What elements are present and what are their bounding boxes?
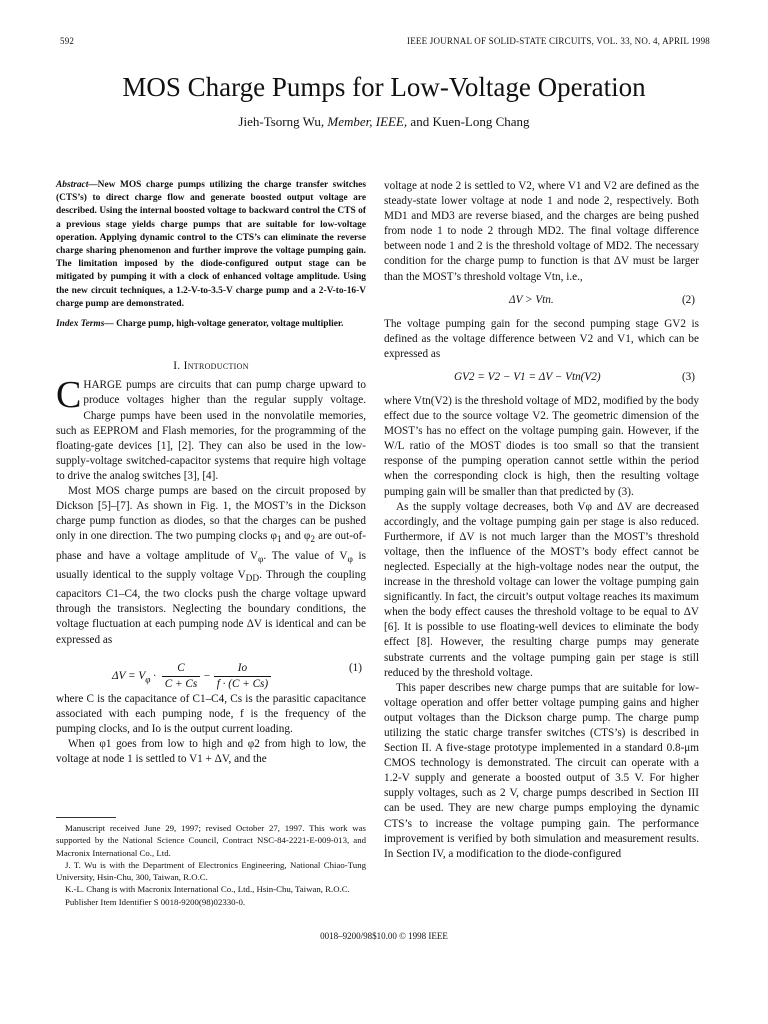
footnote-manuscript: Manuscript received June 29, 1997; revised October 27, 1997. This work was supported by the National Science Council, Contract NSC-84-2221-E-009-013, and Macronix International Co., Ltd. [56,823,366,858]
left-column [56,179,366,767]
journal-name: IEEE JOURNAL OF SOLID-STATE CIRCUITS, VOL. 33, NO. 4, APRIL 1998 [407,36,710,46]
section-title: Introduction [183,360,249,373]
page-number: 592 [60,36,75,46]
intro-paragraph-4: When φ1 goes from low to high and φ2 from high to low, the voltage at node 1 is settled to V1 + ΔV, and the [56,737,366,765]
footnotes [56,822,366,908]
intro-paragraph-1: CHARGE pumps are circuits that can pump charge upward to produce voltages higher than the regular supply voltage. Charge pumps have been used in the nonvolatile memories, such as EEPROM and Flash memories, for the programming of the floating-gate devices [1], [2]. They can also be used in the low-supply-voltage switched-capacitor systems that require high voltage to drive the analog switches [3], [4]. [56,374,366,482]
body-paragraph-r5: This paper describes new charge pumps that are suitable for low-voltage operation and offer better voltage pumping gains and higher output voltages than the Dickson charge pump. The charge pump utilizing the static charge transfer switches (CTS’s) is described in Section II. A five-stage prototype implemented in a standard 0.8-μm CMOS technology is demonstrated. The circuit can operate with a 1.2-V supply and generate a boosted output of 3.5 V. For higher supply voltages, such as 2 V, charge pumps described in Section III can be used. They are new charge pumps employing the dynamic CTS’s to increase the voltage pumping gain. The performance improvement is verified by both simulation and measurement results. In Section IV, a modification to the diode-configured [384,681,699,860]
body-paragraph-r4: As the supply voltage decreases, both Vφ and ΔV are decreased accordingly, and the voltage pumping gain per stage is also reduced. Furthermore, if ΔV is not much larger than the MOST’s threshold voltage, then the influence of the MOST’s body effect cannot be neglected. Especially at the high-voltage nodes near the output, the increase in the threshold voltage can lower the voltage pumping gain significantly. In fact, the circuit’s output voltage reaches its maximum when the body effect causes the threshold voltage to be equal to ΔV [6]. It is possible to use floating-well devices to eliminate the body effect [8]. However, the resulting charge pumps may generate substrate currents and the voltage pumping gain per stage is still reduced by the threshold voltage. [384,500,699,679]
author-1: Jieh-Tsorng Wu, [238,114,325,129]
index-terms-text: Charge pump, high-voltage generator, voltage multiplier. [113,319,344,330]
footnote-rule [56,817,116,818]
body-paragraph-r3: where Vtn(V2) is the threshold voltage of MD2, modified by the body effect due to the source voltage V2. The geometric dimension of the MOST’s has no effect on the voltage pumping gain. However, if the W/L ratio of the MOST diodes is too small so that the transient response of the pumping operation cannot settle within the period when the corresponding clock is high, then the resulting voltage pumping gain will be smaller than that predicted by (3). [384,394,699,498]
footnote-author-1: J. T. Wu is with the Department of Electronics Engineering, National Chiao-Tung University, Hsin-Chu, 300, Taiwan, R.O.C. [56,859,366,883]
section-heading [56,359,366,374]
drop-cap: C [56,374,82,417]
equation-number: (3) [681,370,695,383]
fraction: $\frac{C}{C + Cs}$ [162,661,200,692]
right-column [384,179,699,862]
intro-paragraph-2: Most MOS charge pumps are based on the circuit proposed by Dickson [5]–[7]. As shown in Fig. 1, the MOST’s in the Dickson charge pump function as diodes, so that the charges can be pushed only in one direction. The two pumping clocks $\varphi_1$ and $\varphi_2$ are out-of-phase and have a voltage amplitude of $V_\varphi$. The value of $V_\varphi$ is usually identical to the supply voltage $V_{DD}$. Through the coupling capacitors C1–C4, the two clocks push the charge voltage upward through the transistors. Neglecting the boundary conditions, the voltage fluctuation at each pumping node ΔV is identical and can be expressed as [56,484,366,646]
equation-1-body: $\Delta V = V_\varphi$ · $\frac{C}{C + Cs}$ − $\frac{Io}{f \cdot (C + Cs)}$ [112,661,274,692]
section-number: I. [173,360,184,373]
footnote-identifier: Publisher Item Identifier S 0018-9200(98)02330-0. [65,896,246,907]
equation-2-body: ΔV > Vtn. [509,293,554,306]
index-terms-label: Index Terms— [56,319,114,330]
fraction: $\frac{Io}{f \cdot (C + Cs)}$ [214,661,271,692]
equation-3-body: GV2 = V2 − V1 = ΔV − Vtn(V2) [454,370,601,383]
intro-paragraph-3: where C is the capacitance of C1–C4, Cs is the parasitic capacitance associated with each pumping node, f is the frequency of the pumping clocks, and Io is the output current loading. [56,692,366,735]
index-terms [56,318,366,331]
equation-number: (1) [348,661,362,674]
abstract [56,179,366,311]
equation-3 [384,367,699,389]
equation-1 [56,653,366,690]
paper-title: MOS Charge Pumps for Low-Voltage Operation [122,72,646,102]
author-line [0,114,768,130]
author-2: and Kuen-Long Chang [410,114,530,129]
copyright-footer: 0018–9200/98$10.00 © 1998 IEEE [320,931,448,941]
footnote-author-2: K.-L. Chang is with Macronix International Co., Ltd., Hsin-Chu, Taiwan, R.O.C. [65,884,350,895]
author-1-membership: Member, IEEE, [327,114,408,129]
equation-number: (2) [681,293,695,306]
abstract-text: New MOS charge pumps utilizing the charge transfer switches (CTS’s) to direct charge flow and generate boosted output voltage are described. Using the internal boosted voltage to backward control the CTS of a previous stage yields charge pumps that are suitable for low-voltage operation. Applying dynamic control to the CTS’s can eliminate the reverse charge sharing phenomenon and further improve the voltage pumping gain. The limitation imposed by the diode-configured output stage can be mitigated by pumping it with a clock of enhanced voltage amplitude. Using the new circuit techniques, a 1.2-V-to-3.5-V charge pump and a 2-V-to-16-V charge pump are demonstrated. [56,180,366,309]
abstract-label: Abstract— [56,180,98,190]
equation-2 [384,290,699,312]
body-paragraph-r2: The voltage pumping gain for the second pumping stage GV2 is defined as the voltage difference between V2 and V1, which can be expressed as [384,317,699,360]
body-paragraph-r1: voltage at node 2 is settled to V2, where V1 and V2 are defined as the steady-state lower voltage at node 1 and node 2, respectively. Both MD1 and MD3 are reverse biased, and the charges are being pushed from node 1 to node 2 through MD2. The final voltage difference between node 1 and 2 is the threshold voltage of MD2. The necessary condition for the charge pump to function is that ΔV must be larger than the MOST’s threshold voltage Vtn, i.e., [384,180,699,283]
